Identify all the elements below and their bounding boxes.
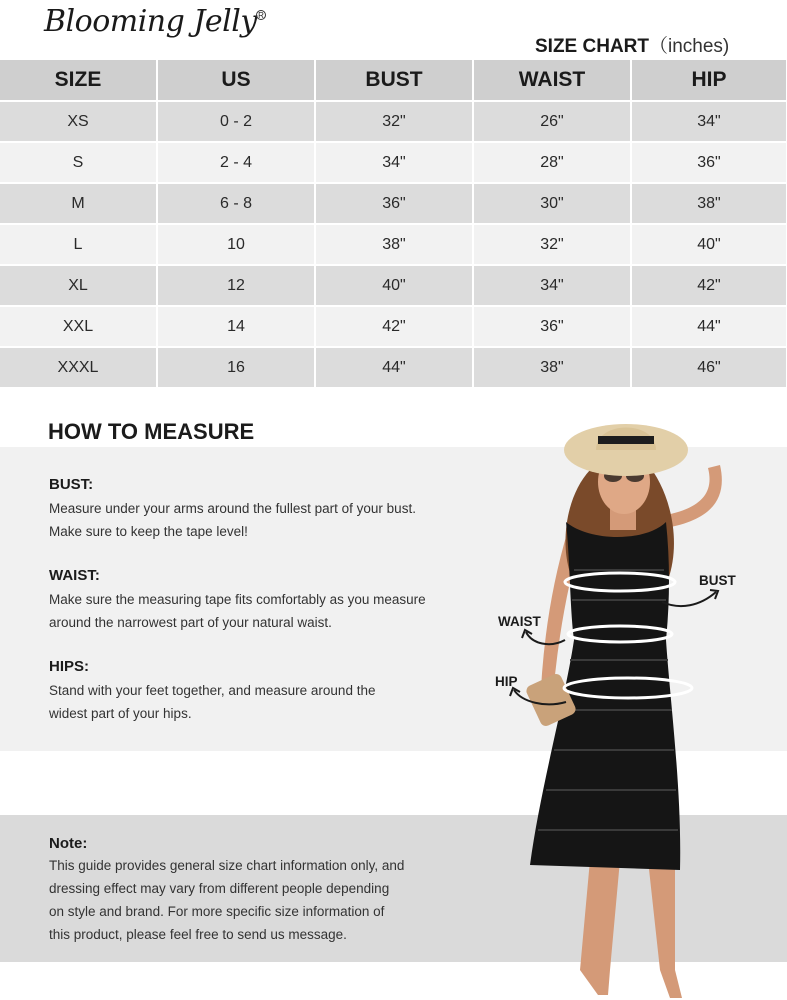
hip-label: HIP [495,674,518,689]
column-header-us: US [157,60,315,101]
bust-line: Measure under your arms around the fullest part of your bust. [49,501,416,516]
hips-line: Stand with your feet together, and measure around the [49,683,376,698]
how-to-measure-heading: HOW TO MEASURE [48,419,255,444]
size-chart-title [535,31,729,58]
cell-bust: 36" [315,183,473,224]
cell-bust: 34" [315,142,473,183]
cell-hip: 40" [631,224,787,265]
model-figure [470,410,787,1000]
table-body [0,101,787,388]
table-row [0,224,787,265]
table-row [0,347,787,388]
cell-waist: 30" [473,183,631,224]
cell-size: L [0,224,157,265]
cell-size: XS [0,101,157,142]
registered-mark: R [256,10,266,20]
cell-bust: 32" [315,101,473,142]
cell-us: 10 [157,224,315,265]
note-title: Note: [49,835,88,852]
waist-label: WAIST [498,614,541,629]
column-header-size: SIZE [0,60,157,101]
table-row [0,101,787,142]
cell-bust: 38" [315,224,473,265]
bust-line: Make sure to keep the tape level! [49,524,248,539]
bust-title: BUST: [49,476,94,493]
table-row [0,142,787,183]
sun-hat-band [598,436,654,444]
hips-line: widest part of your hips. [49,706,192,721]
model-leg-left [580,860,620,995]
cell-us: 12 [157,265,315,306]
column-header-bust: BUST [315,60,473,101]
cell-size: XL [0,265,157,306]
cell-size: S [0,142,157,183]
cell-bust: 42" [315,306,473,347]
cell-hip: 34" [631,101,787,142]
bust-instructions [49,476,469,543]
cell-us: 6 - 8 [157,183,315,224]
hips-title: HIPS: [49,658,90,675]
table-row [0,183,787,224]
column-header-hip: HIP [631,60,787,101]
table-row [0,306,787,347]
note-line: this product, please feel free to send us message. [49,927,347,942]
size-chart-table [0,60,787,389]
cell-us: 0 - 2 [157,101,315,142]
cell-waist: 38" [473,347,631,388]
cell-us: 14 [157,306,315,347]
size-chart-unit: （inches) [649,36,730,57]
cell-hip: 46" [631,347,787,388]
cell-us: 16 [157,347,315,388]
note-line: This guide provides general size chart information only, and [49,858,405,873]
waist-line: around the narrowest part of your natural waist. [49,615,332,630]
cell-bust: 40" [315,265,473,306]
hips-instructions [49,658,469,725]
bust-arrow [662,592,716,606]
brand-name: Blooming Jelly [44,4,257,39]
note-section [49,835,479,946]
brand-logo [44,0,274,46]
cell-size: XXL [0,306,157,347]
cell-size: XXXL [0,347,157,388]
cell-hip: 36" [631,142,787,183]
cell-waist: 36" [473,306,631,347]
waist-instructions [49,567,469,634]
cell-hip: 42" [631,265,787,306]
cell-waist: 34" [473,265,631,306]
cell-us: 2 - 4 [157,142,315,183]
model-illustration [470,410,787,1000]
cell-waist: 28" [473,142,631,183]
cell-hip: 44" [631,306,787,347]
waist-line: Make sure the measuring tape fits comfortably as you measure [49,592,426,607]
bust-label: BUST [699,573,736,588]
model-leg-right [648,860,682,998]
cell-size: M [0,183,157,224]
table-header-row [0,60,787,101]
cell-hip: 38" [631,183,787,224]
note-line: on style and brand. For more specific size information of [49,904,385,919]
cell-bust: 44" [315,347,473,388]
table-row [0,265,787,306]
note-line: dressing effect may vary from different people depending [49,881,390,896]
waist-title: WAIST: [49,567,100,584]
cell-waist: 26" [473,101,631,142]
cell-waist: 32" [473,224,631,265]
column-header-waist: WAIST [473,60,631,101]
size-chart-title-text: SIZE CHART [535,36,649,57]
